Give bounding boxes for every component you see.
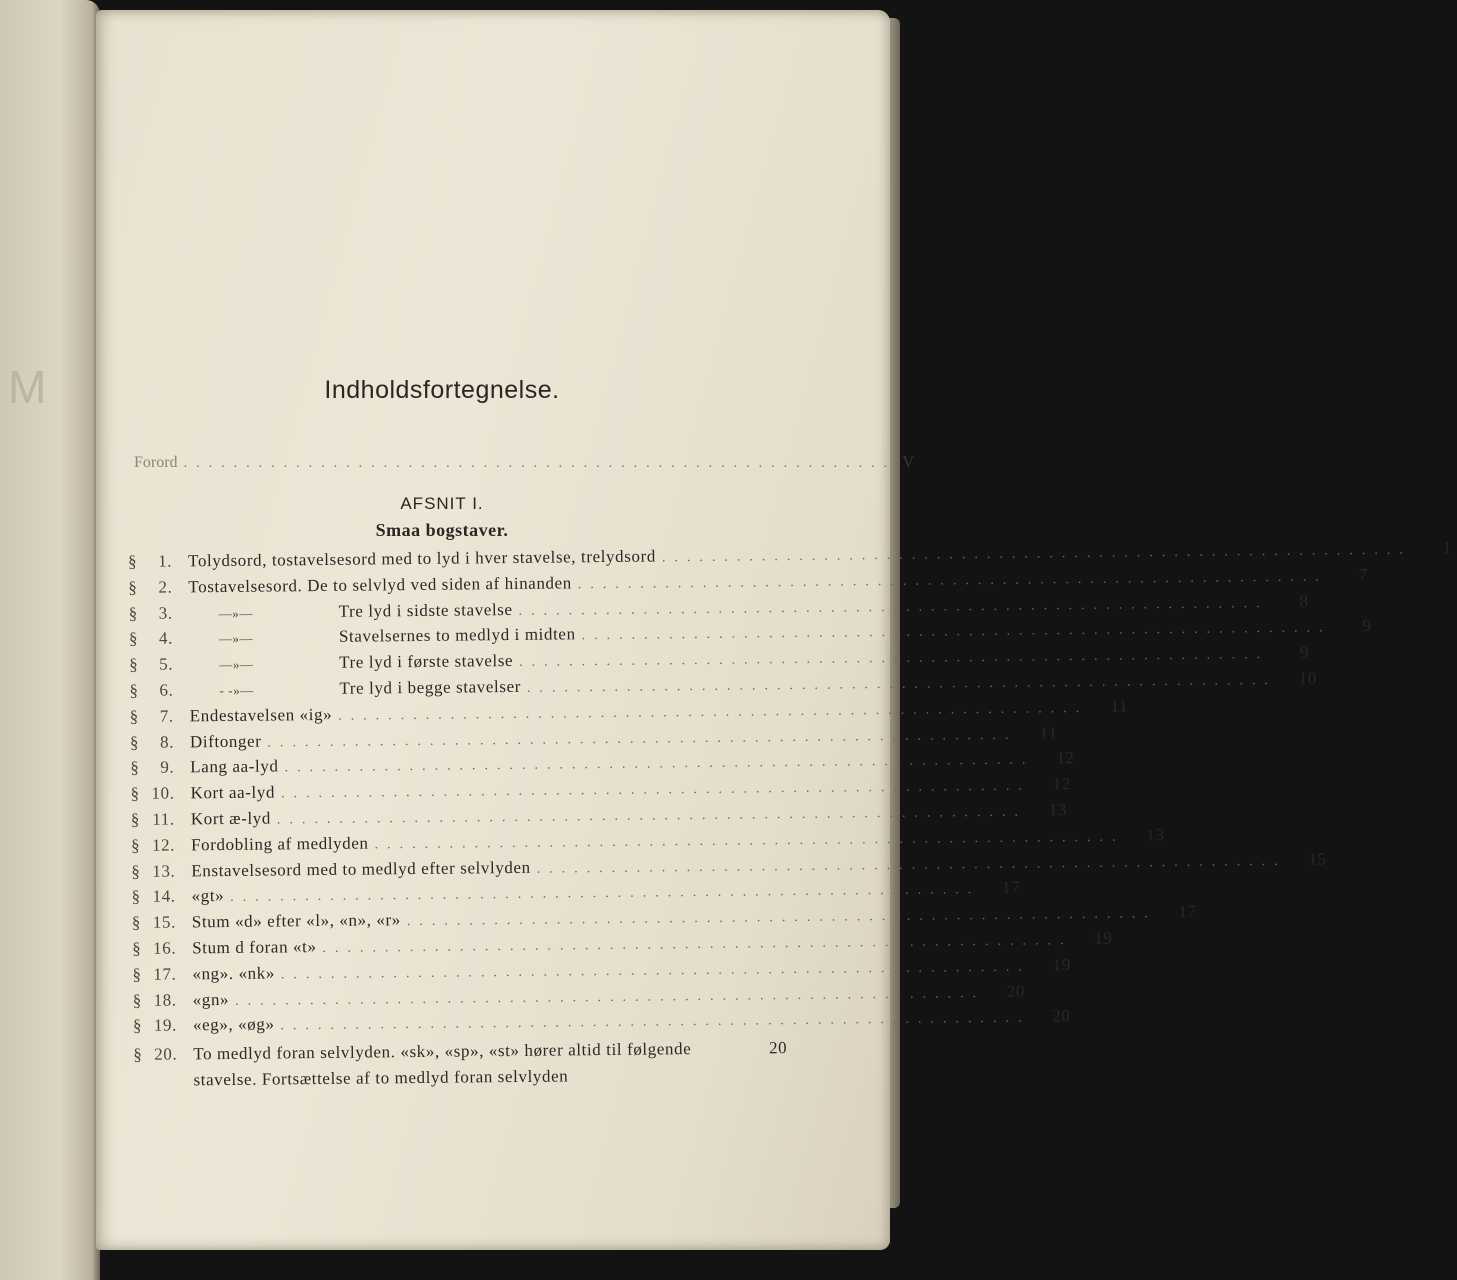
entry-number: 6. [159, 680, 174, 700]
entry-number: 17. [153, 964, 177, 984]
entry-number: 8. [159, 732, 175, 752]
entry-number: 11. [152, 809, 175, 829]
dot-leader: ............................................................ [235, 985, 986, 1009]
section-sign: § [128, 603, 138, 623]
entry-number: 20. [154, 1044, 178, 1064]
section-sign: § [130, 758, 140, 778]
entry-title: Tolydsord, tostavelsesord med to lyd i hver stavelse, trelydsord [187, 546, 656, 571]
entry-number: 14. [152, 886, 176, 907]
entry-page: 9 [1299, 642, 1310, 662]
entry-title: Stavelsernes to medlyd i midten [338, 624, 576, 647]
entry-title: Tostavelsesord. De to selvlyd ved siden af hinanden [188, 573, 572, 597]
section-heading: AFSNIT I. [400, 494, 484, 513]
entry-title: «eg», «øg» [192, 1014, 275, 1035]
ditto-mark: - -»— [219, 682, 254, 699]
section-sign: § [129, 732, 140, 752]
entry-page: 12 [1056, 748, 1075, 768]
section-sign: § [132, 938, 142, 958]
entry-number: 16. [152, 938, 177, 958]
dot-leader: ............................................................ [267, 727, 1018, 751]
entry-title: Kort aa-lyd [190, 782, 276, 803]
section-sign: § [129, 706, 139, 726]
section-sign: § [132, 964, 142, 984]
dot-leader: ............................................................ [661, 542, 1412, 566]
section-subheading: Smaa bogstaver. [375, 520, 509, 540]
entry-page: 8 [1299, 591, 1309, 611]
entry-number: 2. [158, 577, 173, 597]
dot-leader: ............................................................ [581, 620, 1332, 644]
dot-leader: ............................................................ [338, 700, 1089, 724]
entry-page: 20 [768, 1038, 788, 1058]
entry-title: Lang aa-lyd [190, 756, 279, 777]
section-sign: § [131, 861, 141, 881]
entry-page: 9 [1362, 616, 1372, 636]
section-sign: § [130, 784, 140, 804]
entry-page: 11 [1039, 722, 1058, 743]
dot-leader: ............................................................ [526, 672, 1278, 696]
entry-page: 19 [1094, 928, 1113, 948]
entry-title: Tre lyd i begge stavelser [339, 676, 522, 698]
entry-title: Stum «d» efter «l», «n», «r» [191, 910, 401, 932]
entry-page: 13 [1048, 800, 1067, 820]
toc-forord-row [134, 452, 915, 476]
dot-leader: ............................................................ [519, 647, 1270, 671]
entry-title: «gt» [191, 886, 225, 906]
entry-number: 4. [158, 628, 174, 649]
entry-page: 13 [1146, 824, 1165, 845]
ditto-mark: —»— [218, 605, 254, 621]
entry-number: 5. [159, 654, 174, 674]
entry-title: Stum d foran «t» [192, 937, 317, 958]
section-sign: § [131, 913, 142, 933]
entry-title: Fordobling af medlyden [190, 833, 369, 855]
dot-leader: ......................................................... [183, 456, 897, 471]
entry-page: 17 [1178, 901, 1197, 922]
entry-number: 18. [153, 990, 177, 1010]
dot-leader: ............................................................ [280, 959, 1031, 983]
page-title: Indholdsfortegnelse. [324, 376, 560, 404]
entry-title: Endestavelsen «ig» [189, 704, 333, 726]
dot-leader: ............................................................ [284, 752, 1035, 776]
ditto-mark: —»— [218, 631, 254, 647]
dot-leader: ............................................................ [518, 595, 1269, 619]
dot-leader: ............................................................ [276, 804, 1027, 828]
dot-leader: ............................................................ [406, 906, 1157, 930]
entry-title: Kort æ-lyd [190, 808, 272, 829]
dot-leader: ............................................................ [322, 933, 1073, 956]
dot-leader: ............................................................ [374, 829, 1125, 853]
entry-page: 19 [1052, 954, 1071, 975]
entry-page: 7 [1358, 564, 1368, 584]
dot-leader: ............................................................ [230, 882, 981, 906]
entry-page: 20 [1052, 1006, 1071, 1026]
section-sign: § [128, 577, 138, 597]
section-sign: § [130, 835, 141, 855]
entry-number: 13. [152, 861, 176, 881]
section-sign: § [132, 990, 142, 1010]
dot-leader: ............................................................ [577, 569, 1328, 593]
ditto-mark: —»— [219, 656, 254, 673]
dot-leader: ............................................................ [536, 853, 1287, 877]
section-sign: § [131, 887, 141, 907]
entry-number: 19. [153, 1015, 178, 1036]
entry-number: 15. [152, 912, 176, 932]
forord-page: V [902, 452, 915, 471]
entry-page: 1 [1442, 538, 1452, 558]
section-sign: § [129, 680, 139, 700]
entry-number: 7. [159, 706, 174, 726]
entry-title: To medlyd foran selvlyden. «sk», «sp», «st» hører altid til følgende stavelse. Fortsættelse af to medlyd foran selvlyden [193, 1039, 692, 1090]
section-sign: § [130, 809, 141, 829]
entry-page: 10 [1298, 668, 1318, 688]
section-sign: § [132, 1016, 143, 1036]
forord-label: Forord [134, 454, 178, 471]
entry-number: 3. [158, 603, 173, 623]
toc-list [128, 538, 1452, 1094]
entry-page: 12 [1052, 774, 1072, 794]
entry-title: Diftonger [189, 731, 262, 751]
dot-leader: ............................................................ [280, 1010, 1031, 1034]
section-sign: § [128, 551, 138, 571]
entry-page: 15 [1308, 849, 1327, 869]
section-sign: § [128, 629, 139, 649]
entry-title: «ng». «nk» [192, 963, 276, 984]
left-page [0, 0, 100, 1280]
entry-number: 9. [160, 757, 175, 778]
entry-page: 11 [1110, 696, 1129, 716]
show-through-letter: M [8, 361, 47, 413]
entry-title: «gn» [192, 989, 230, 1009]
entry-title: Tre lyd i sidste stavelse [338, 599, 513, 621]
entry-title: Tre lyd i første stavelse [339, 651, 514, 672]
entry-number: 12. [151, 835, 176, 855]
entry-title: Enstavelsesord med to medlyd efter selvlyden [191, 857, 531, 880]
section-sign: § [129, 655, 139, 675]
entry-page: 17 [1001, 878, 1021, 898]
toc-entry [133, 1035, 788, 1094]
section-sign: § [133, 1045, 143, 1065]
entry-number: 1. [158, 551, 173, 571]
dot-leader: ............................................................ [280, 778, 1032, 802]
entry-page: 20 [1006, 981, 1026, 1001]
entry-number: 10. [151, 783, 175, 803]
